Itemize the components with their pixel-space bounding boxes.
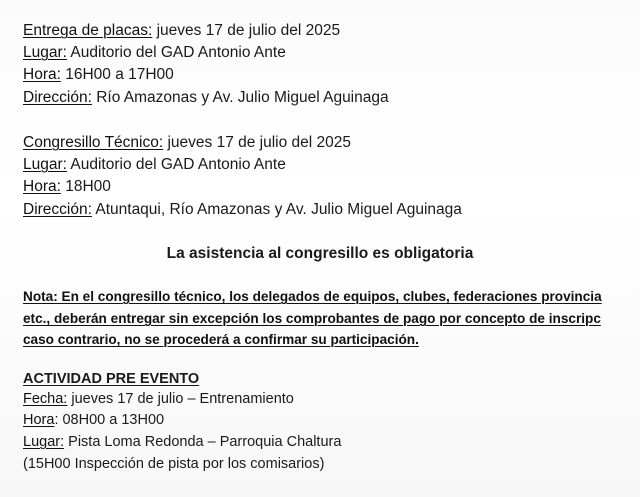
pre-evento-fecha-value: jueves 17 de julio – Entrenamiento [67,391,294,407]
pre-evento-hora-label: Hora [23,412,55,428]
pre-evento-lugar-label: Lugar: [23,434,65,450]
pre-evento-hora-line [23,410,164,430]
congresillo-title-value: jueves 17 de julio del 2025 [163,134,352,151]
entrega-lugar-value: Auditorio del GAD Antonio Ante [66,44,286,61]
pre-evento-lugar-value: Pista Loma Redonda – Parroquia Chaltura [64,434,342,450]
entrega-hora-label: Hora: [23,66,61,83]
pre-evento-inspeccion: (15H00 Inspección de pista por los comisarios) [23,456,325,472]
nota-line-2: etc., deberán entregar sin excepción los comprobantes de pago por concepto de inscripc [23,311,601,326]
congresillo-hora-label: Hora: [23,178,61,195]
congresillo-direccion-value: Atuntaqui, Río Amazonas y Av. Julio Miguel Aguinaga [91,201,462,218]
pre-evento-fecha-line [23,389,294,409]
entrega-lugar-label: Lugar: [23,44,67,61]
entrega-title-line [23,21,340,41]
entrega-title-value: jueves 17 de julio del 2025 [152,22,341,39]
mandatory-attendance-notice: La asistencia al congresillo es obligatoria [166,245,474,262]
entrega-direccion-line [23,88,389,108]
congresillo-hora-line [23,177,111,197]
congresillo-hora-value: 18H00 [60,178,111,195]
nota-line-1: Nota: En el congresillo técnico, los delegados de equipos, clubes, federaciones provincia [23,289,602,304]
congresillo-title-line [23,133,351,153]
entrega-hora-value: 16H00 a 17H00 [60,66,174,83]
pre-evento-lugar-line [23,432,341,452]
congresillo-lugar-value: Auditorio del GAD Antonio Ante [66,156,286,173]
congresillo-title-label: Congresillo Técnico: [23,134,164,151]
congresillo-lugar-line [23,155,286,175]
entrega-title-label: Entrega de placas: [23,22,153,39]
entrega-direccion-value: Río Amazonas y Av. Julio Miguel Aguinaga [91,89,389,106]
congresillo-direccion-label: Dirección: [23,201,92,218]
nota-line-3: caso contrario, no se procederá a confirmar su participación. [23,332,419,347]
pre-evento-fecha-label: Fecha: [23,391,68,407]
congresillo-lugar-label: Lugar: [23,156,67,173]
entrega-lugar-line [23,43,286,63]
pre-evento-hora-value: : 08H00 a 13H00 [54,412,165,428]
pre-evento-heading: ACTIVIDAD PRE EVENTO [23,371,200,387]
entrega-direccion-label: Dirección: [23,89,92,106]
entrega-hora-line [23,65,174,85]
congresillo-direccion-line [23,200,462,220]
